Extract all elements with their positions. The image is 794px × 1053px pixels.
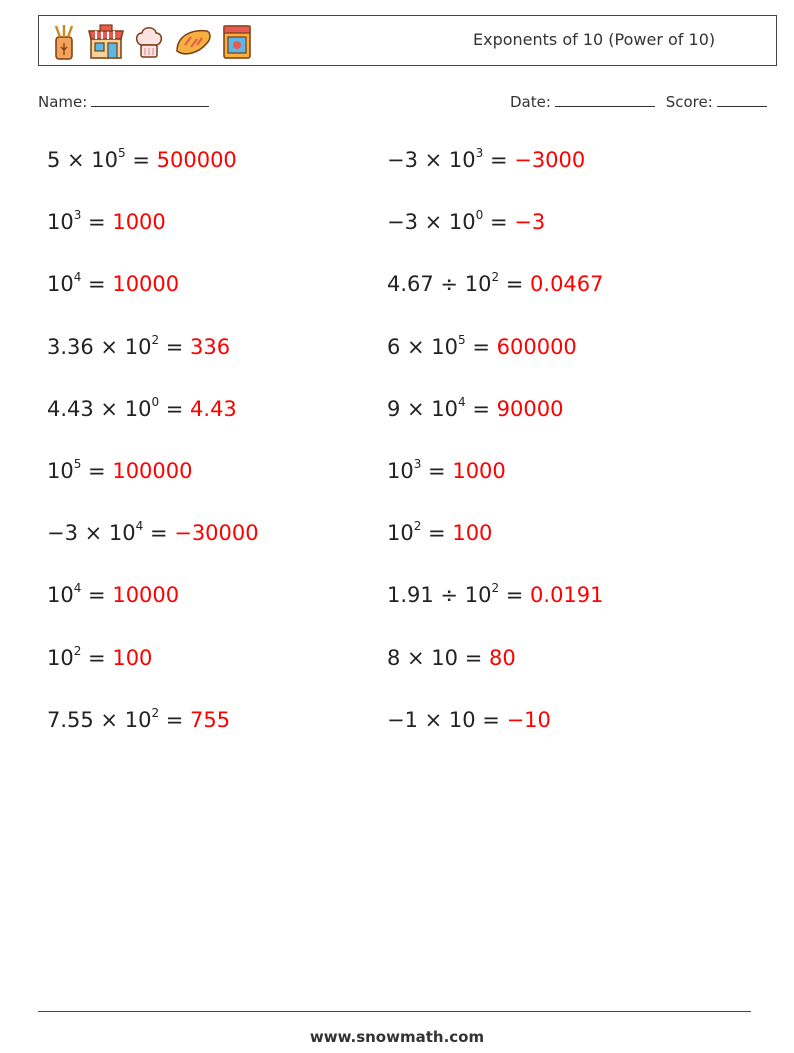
problem-item [387,394,564,421]
wheat-jar-icon [49,23,79,61]
problem-item [387,148,585,172]
problem-item [387,459,506,483]
problem-item [47,583,179,607]
problem-answer: 10000 [112,583,180,608]
problem-item [387,646,516,670]
name-field[interactable] [38,93,209,111]
problem-expression: 10 [47,272,74,297]
problem-expression: −3 × 10 [387,148,476,172]
problem-item [47,705,231,732]
problem-exponent: 5 [458,332,466,347]
problem-answer: 1000 [452,459,506,483]
problem-item [47,210,166,234]
problem-item [387,332,577,359]
problem-answer: 755 [190,707,231,732]
equals-sign: = [81,210,113,235]
equals-sign: = [143,521,175,546]
problem-item [387,521,492,545]
problem-answer: 0.0191 [530,583,604,608]
equals-sign: = [483,210,515,235]
chef-hat-icon [133,23,165,61]
problem-answer: 100000 [112,459,193,483]
problem-expression: 8 × 10 [387,645,459,670]
problem-answer: 600000 [496,334,577,359]
problem-exponent: 2 [491,581,500,596]
problem-item [387,210,545,234]
problem-item [387,583,604,607]
problem-exponent: 4 [458,394,466,409]
footer-url: www.snowmath.com [309,1028,485,1046]
equals-sign: = [159,334,191,359]
problem-answer: −3 [514,210,546,235]
equals-sign: = [159,707,191,732]
problem-expression: 5 × 10 [47,148,119,172]
problem-expression: −1 × 10 [387,707,476,732]
problem-exponent: 4 [135,519,144,534]
problem-exponent: 2 [151,705,160,720]
worksheet-title: Exponents of 10 (Power of 10) [473,30,716,49]
problem-answer: 100 [452,521,493,546]
problem-answer: 80 [488,645,516,670]
equals-sign: = [458,645,489,670]
date-blank-line[interactable] [555,105,655,107]
problem-item [47,521,259,545]
equals-sign: = [421,459,453,483]
problem-expression: −3 × 10 [47,521,136,546]
problem-answer: 336 [190,334,231,359]
equals-sign: = [81,272,113,297]
footer-divider [38,1011,751,1012]
problem-item [47,643,153,670]
equals-sign: = [159,396,191,421]
problem-expression: 10 [387,459,414,483]
problem-expression: 10 [387,521,414,546]
bread-loaf-icon [173,23,213,61]
equals-sign: = [499,583,531,608]
problem-expression: 6 × 10 [387,334,459,359]
problem-answer: 500000 [156,148,237,172]
problem-exponent: 0 [475,208,484,223]
date-label: Date: [510,93,551,111]
problem-item [47,272,179,296]
header-icons [49,22,253,62]
problem-exponent: 2 [413,519,422,534]
date-score-fields [510,93,767,111]
problem-exponent: 4 [73,581,82,596]
problem-item [387,272,604,296]
problem-answer: 100 [112,645,153,670]
equals-sign: = [465,396,497,421]
equals-sign: = [499,272,531,297]
name-label: Name: [38,93,88,111]
problem-answer: 4.43 [190,396,237,421]
equals-sign: = [81,583,113,608]
problem-expression: 3.36 × 10 [47,334,152,359]
equals-sign: = [465,334,497,359]
problem-exponent: 0 [151,394,160,409]
problem-answer: −30000 [174,521,259,546]
equals-sign: = [483,148,515,172]
problem-expression: 10 [47,459,74,483]
equals-sign: = [421,521,453,546]
oven-icon [221,23,253,61]
equals-sign: = [475,707,507,732]
problem-exponent: 3 [413,457,422,471]
problem-item [387,708,551,732]
score-blank-line[interactable] [717,105,767,107]
problem-expression: 10 [47,210,74,235]
problem-answer: −10 [506,707,551,732]
problem-expression: 10 [47,645,74,670]
problem-expression: 4.67 ÷ 10 [387,272,492,297]
bakery-shop-icon [87,23,125,61]
worksheet-header [38,15,777,66]
problem-exponent: 5 [118,146,126,160]
name-blank-line[interactable] [91,105,209,107]
score-label: Score: [665,93,713,111]
problem-item [47,394,237,421]
problem-expression: −3 × 10 [387,210,476,235]
problem-exponent: 3 [73,208,82,223]
problem-answer: 0.0467 [530,272,604,297]
problem-exponent: 4 [73,270,82,285]
problem-expression: 7.55 × 10 [47,707,152,732]
problem-answer: 10000 [112,272,180,297]
problem-exponent: 2 [73,643,82,658]
equals-sign: = [125,148,157,172]
problem-expression: 10 [47,583,74,608]
problem-exponent: 2 [491,270,500,285]
problem-answer: −3000 [514,148,586,172]
problem-exponent: 5 [73,457,82,471]
problem-item [47,332,231,359]
equals-sign: = [81,459,113,483]
problem-exponent: 2 [151,332,160,347]
problem-answer: 1000 [112,210,166,235]
problem-expression: 9 × 10 [387,396,459,421]
problem-exponent: 3 [475,146,484,160]
problem-item [47,459,193,483]
problem-item [47,148,237,172]
problem-answer: 90000 [496,396,564,421]
problem-expression: 4.43 × 10 [47,396,152,421]
equals-sign: = [81,645,113,670]
problem-expression: 1.91 ÷ 10 [387,583,492,608]
